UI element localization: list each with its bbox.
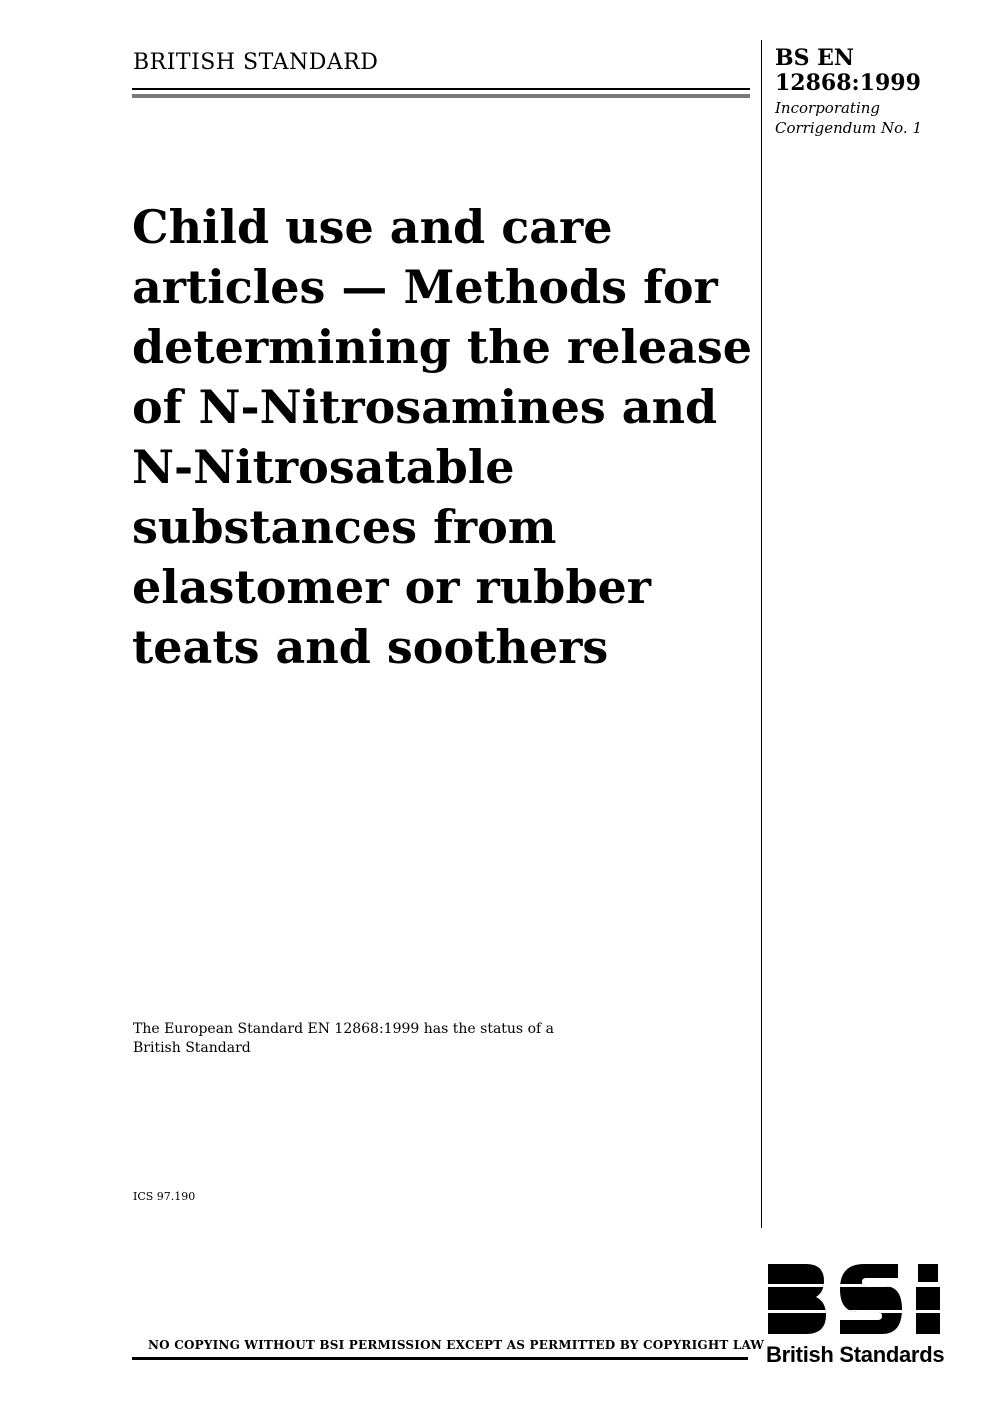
footer-rule [132, 1357, 748, 1360]
header-rule-grey [132, 94, 750, 98]
copyright-notice: NO COPYING WITHOUT BSI PERMISSION EXCEPT AS PERMITTED BY COPYRIGHT LAW [148, 1338, 765, 1352]
standard-number [775, 46, 921, 96]
title-line: of N-Nitrosamines and [132, 380, 718, 434]
document-title [132, 197, 752, 677]
status-line1: The European Standard EN 12868:1999 has the status of a [133, 1021, 554, 1037]
title-line: teats and soothers [132, 620, 609, 674]
bsi-logo-caption: British Standards [766, 1342, 945, 1367]
bsi-logo-mark [766, 1262, 948, 1342]
title-line: Child use and care [132, 200, 613, 254]
title-line: articles — Methods for [132, 260, 718, 314]
amendment-line2: Corrigendum No. 1 [775, 119, 923, 137]
ics-code: ICS 97.190 [133, 1190, 196, 1203]
amendment-note [775, 98, 922, 138]
header-rule [132, 88, 750, 90]
title-line: elastomer or rubber [132, 560, 652, 614]
status-line2: British Standard [133, 1040, 251, 1056]
standard-number-line2: 12868:1999 [775, 70, 921, 96]
title-line: N-Nitrosatable [132, 440, 515, 494]
status-note [133, 1020, 554, 1058]
title-line: determining the release [132, 320, 753, 374]
amendment-line1: Incorporating [775, 99, 881, 117]
vertical-divider [761, 40, 762, 1228]
series-label: BRITISH STANDARD [133, 50, 379, 75]
title-line: substances from [132, 500, 557, 554]
standard-number-line1: BS EN [775, 45, 855, 71]
